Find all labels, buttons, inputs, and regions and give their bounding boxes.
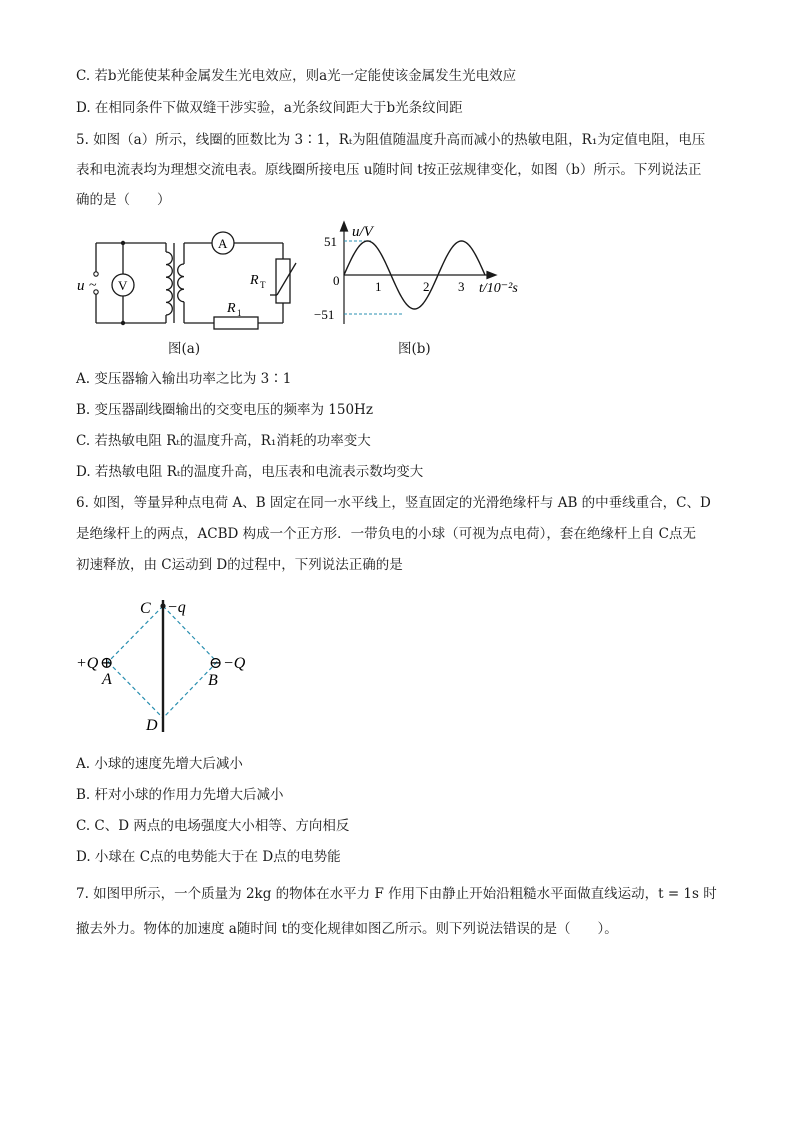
q6-option-a: A. 小球的速度先增大后减小 xyxy=(76,756,243,772)
point-b-label: B xyxy=(208,672,218,689)
q5-option-a: A. 变压器输入输出功率之比为 3∶1 xyxy=(76,371,292,387)
origin-label: 0 xyxy=(333,273,340,288)
x-axis-label: t/10⁻²s xyxy=(479,281,518,296)
q6-option-c: C. C、D 两点的电场强度大小相等、方向相反 xyxy=(76,818,350,834)
q5-option-c: C. 若热敏电阻 Rₜ的温度升高，R₁消耗的功率变大 xyxy=(76,433,371,449)
option-d-prev: D. 在相同条件下做双缝干涉实验，a光条纹间距大于b光条纹间距 xyxy=(76,100,463,116)
rt-label: R xyxy=(250,273,259,288)
ac-source-tilde: ~ xyxy=(89,278,97,293)
q6-stem-line2: 是绝缘杆上的两点，ACBD 构成一个正方形．一带负电的小球（可视为点电荷），套在绝缘杆上自 C点无 xyxy=(76,526,696,542)
q6-stem-line1: 6. 如图，等量异种点电荷 A、B 固定在同一水平线上，竖直固定的光滑绝缘杆与 AB 的中垂线重合，C、D xyxy=(76,495,711,511)
charge-minus-Q-label: −Q xyxy=(223,655,246,672)
r1-label: R xyxy=(227,301,236,316)
negative-charge-icon: ⊖ xyxy=(209,655,223,672)
y-axis-label: u/V xyxy=(352,224,373,240)
point-d-label: D xyxy=(146,717,158,734)
q6-option-b: B. 杆对小球的作用力先增大后减小 xyxy=(76,787,284,803)
q5-stem-line3: 确的是（ ） xyxy=(76,192,171,208)
q7-stem-line2: 撤去外力。物体的加速度 a随时间 t的变化规律如图乙所示。则下列说法错误的是（ ）。 xyxy=(76,921,618,937)
r1-subscript: 1 xyxy=(237,308,242,318)
q6-option-d: D. 小球在 C点的电势能大于在 D点的电势能 xyxy=(76,849,341,865)
q6-charge-figure xyxy=(72,592,262,742)
positive-charge-icon: ⊕ xyxy=(100,655,114,672)
q5-option-b: B. 变压器副线圈输出的交变电压的频率为 150Hz xyxy=(76,402,373,418)
option-c-prev: C. 若b光能使某种金属发生光电效应，则a光一定能使该金属发生光电效应 xyxy=(76,68,517,84)
u-label: u xyxy=(77,278,85,294)
q6-stem-line3: 初速释放，由 C运动到 D的过程中，下列说法正确的是 xyxy=(76,557,403,573)
ammeter-symbol: A xyxy=(218,236,228,251)
figure-a-circuit xyxy=(74,222,304,340)
point-a-label: A xyxy=(102,671,112,688)
y-min-label: −51 xyxy=(314,307,335,322)
charge-plus-Q-label: +Q xyxy=(76,655,99,672)
figure-b-caption: 图(b) xyxy=(398,341,431,357)
q7-stem-line1: 7. 如图甲所示，一个质量为 2kg 的物体在水平力 F 作用下由静止开始沿粗糙水平面做直线运动，t = 1s 时 xyxy=(76,886,717,902)
figure-b-sine-chart xyxy=(312,220,532,330)
point-c-label: C xyxy=(140,600,151,617)
rt-subscript: T xyxy=(260,280,266,290)
voltmeter-symbol: V xyxy=(118,278,128,293)
x-tick-1: 1 xyxy=(375,279,382,294)
q5-option-d: D. 若热敏电阻 Rₜ的温度升高，电压表和电流表示数均变大 xyxy=(76,464,424,480)
y-max-label: 51 xyxy=(324,234,337,249)
charge-minus-q-label: −q xyxy=(167,599,186,616)
x-tick-2: 2 xyxy=(423,279,430,294)
q5-stem-line2: 表和电流表均为理想交流电表。原线圈所接电压 u随时间 t按正弦规律变化，如图（b）所示。下列说法正 xyxy=(76,162,702,178)
x-tick-3: 3 xyxy=(458,279,465,294)
q5-stem-line1: 5. 如图（a）所示，线圈的匝数比为 3∶1，Rₜ为阻值随温度升高而减小的热敏电阻，R₁为定值电阻，电压 xyxy=(76,132,706,148)
figure-a-caption: 图(a) xyxy=(168,341,201,357)
